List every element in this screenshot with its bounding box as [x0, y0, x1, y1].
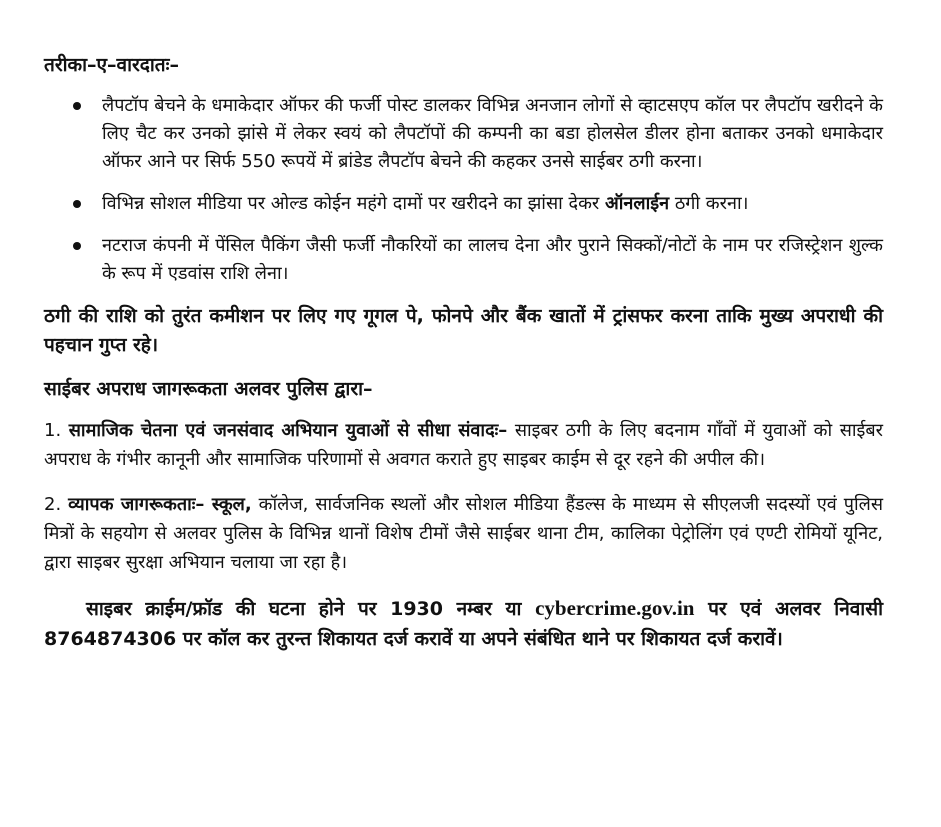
initiative-number: 1.: [44, 420, 69, 441]
list-item-bold: ऑनलाईन: [604, 193, 670, 214]
initiative-title: व्यापक जागरूकताः– स्कूल,: [68, 494, 252, 515]
bullet-icon: [73, 102, 81, 110]
list-item: [44, 92, 883, 176]
modus-operandi-list: [44, 92, 883, 288]
helpline-text: साइबर क्राईम/फ्रॉड की घटना होने पर 1930 नम्बर या: [86, 598, 536, 620]
list-item: [44, 232, 883, 288]
bullet-icon: [73, 200, 81, 208]
cybercrime-website-link: cybercrime.gov.in: [535, 596, 695, 620]
modus-operandi-heading: तरीका–ए–वारदातः–: [44, 54, 179, 76]
helpline-paragraph: [44, 593, 883, 654]
initiative-text: साइबर ठगी के लिए बदनाम गाँवों में युवाओं को साईबर अपराध के गंभीर कानूनी और सामाजिक परिणामों से अवगत कराते हुए साइबर काईम से दूर रहने की अपील की।: [44, 420, 884, 470]
list-item: [44, 190, 883, 218]
helpline-text: पर एवं अलवर निवासी 8764874306 पर कॉल कर तुरन्त शिकायत दर्ज करावें या अपने संबंधित थाने पर शिकायत दर्ज करावें।: [44, 598, 883, 650]
awareness-heading: साईबर अपराध जागरूकता अलवर पुलिस द्वारा–: [44, 378, 373, 400]
money-flow-paragraph: ठगी की राशि को तुरंत कमीशन पर लिए गए गूगल पे, फोनपे और बैंक खातों में ट्रांसफर करना ताकि मुख्य अपराधी की पहचान गुप्त रहे।: [44, 305, 883, 356]
list-item-text: ठगी करना।: [669, 193, 749, 214]
initiative-text: कॉलेज, सार्वजनिक स्थलों और सोशल मीडिया हैंडल्स के माध्यम से सीएलजी सदस्यों एवं पुलिस मित्रों के सहयोग से अलवर पुलिस के विभिन्न थानों विशेष टीमों जैसे साईबर थाना टीम, कालिका पेट्रोलिंग एवं एण्टी रोमियों यूनिट, द्वारा साइबर सुरक्षा अभियान चलाया जा रहा है।: [44, 494, 883, 573]
list-item-text: नटराज कंपनी में पेंसिल पैकिंग जैसी फर्जी नौकरियों का लालच देना और पुराने सिक्कों/नोटों के नाम पर रजिस्ट्रेशन शुल्क के रूप में एडवांस राशि लेना।: [102, 235, 883, 284]
initiative-item: [44, 416, 883, 474]
bullet-icon: [73, 242, 81, 250]
initiative-item: [44, 490, 883, 577]
initiative-title: सामाजिक चेतना एवं जनसंवाद अभियान युवाओं से सीधा संवादः–: [68, 420, 508, 441]
list-item-text: लैपटॉप बेचने के धमाकेदार ऑफर की फर्जी पोस्ट डालकर विभिन्न अनजान लोगों से व्हाटसएप कॉल पर लैपटॉप खरीदने के लिए चैट कर उनको झांसे में लेकर स्वयं को लैपटॉपों की कम्पनी का बडा होलसेल डीलर होना बताकर उनको धमाकेदार ऑफर आने पर सिर्फ 550 रूपयें में ब्रांडेड लैपटॉप बेचने की कहकर उनसे साईबर ठगी करना।: [102, 95, 883, 172]
list-item-text: विभिन्न सोशल मीडिया पर ओल्ड कोईन महंगे दामों पर खरीदने का झांसा देकर: [102, 193, 605, 214]
initiative-number: 2.: [44, 494, 69, 515]
